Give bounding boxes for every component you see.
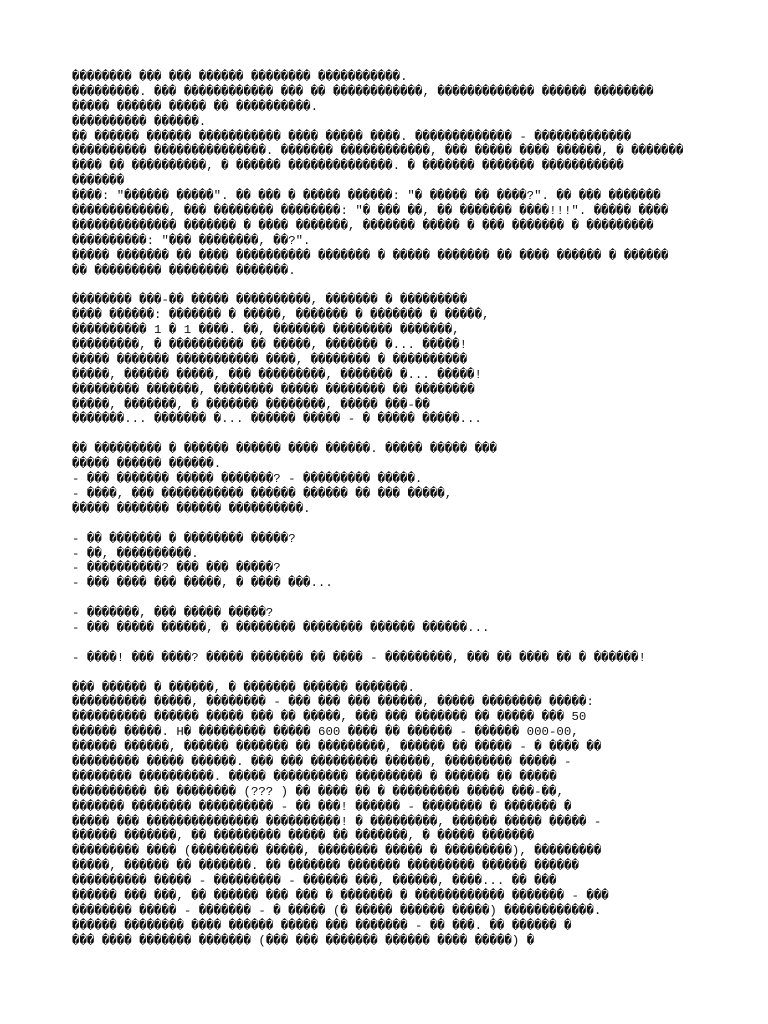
text-line: - ����, ��� ����������� ������ ������ �� ��� �����, [72, 486, 453, 501]
text-line: - ��, ����������. [72, 546, 199, 561]
text-line: �������� ��� ��� ������ �������� �����������. [72, 70, 408, 84]
document-page [72, 70, 712, 949]
paragraph [72, 606, 712, 636]
text-line: ��������� ���� (��������� �����, �������� ����� � ���������), ��������� [72, 844, 602, 859]
text-line: ���������� ������. [72, 114, 207, 129]
text-line: ���������, � ���������� �� �����, ������� �... �����! [72, 338, 468, 353]
paragraph-gap [72, 666, 712, 681]
text-line: ������� �������� ���������� - �� ���! ������ - �������� � ������� � [72, 799, 572, 814]
text-line: - �� ������� � �������� �����? [72, 531, 296, 546]
text-line: �����, �������, � ������� ��������, ����� ���-�� [72, 397, 430, 412]
text-line: �������������, ��� �������� ��������: "� ��� ��, �� ������� ����!!!". ����� ���� [72, 204, 669, 219]
text-line: ���� ������: ������� � �����, ������� � ������� � �����, [72, 308, 490, 323]
text-line: ����� ������� �� ���� ���������� ������� � ����� ������� �� ���� ������ � ������ [72, 248, 669, 263]
text-line: - ����������? ��� ��� �����? [72, 561, 281, 576]
text-line: ��������� �������, �������� ����� �������� �� �������� [72, 382, 475, 397]
text-line: ��� ������ � ������, � ������� ������ �������. [72, 680, 415, 695]
text-line: ���������. ��� ������������ ��� �� ������������, ������������� ������ �������� [72, 84, 654, 99]
text-line: �������� ����� - ������� - � ����� (� ����� ������ �����) ������������. [72, 903, 602, 918]
text-line: ����� ������� ����������� ����, �������� � ���������� [72, 352, 468, 367]
text-line: ������ �������� ���� ������ ����� ��� ������� - �� ���. �� ������ � [72, 918, 572, 933]
text-line: �������������� ������� � ���� �������, ������� ����� � ��� ������� � ��������� [72, 218, 654, 233]
text-line: ���������� ����� - ��������� - ������ ���, ������, ����... �� ��� [72, 874, 557, 889]
text-line: �������� ����������. ����� ���������� ��������� � ������ �� ����� [72, 769, 557, 784]
text-line: ���������� �� �������� (??? ) �� ���� �� � ��������� ����� ���-��, [72, 784, 564, 799]
text-line: ����������: "��� ��������, ��?". [72, 233, 311, 248]
paragraph [72, 70, 712, 278]
paragraph-gap [72, 636, 712, 651]
paragraph-gap [72, 278, 712, 293]
text-line: �������� ���-�� ����� ����������, ������� � ��������� [72, 293, 468, 308]
text-line: �����, ������ �� �������. �� ������� ������� ��������� ������ ������ [72, 859, 579, 874]
text-line: - ��� ������� ����� �������? - ��������� �����. [72, 472, 423, 487]
text-line: ��������� ����� ������. ��� ��� ��������� ������, ��������� ����� - [72, 754, 572, 769]
text-line: ���������� 1 � 1 ����. ��, ������� �������� �������, [72, 323, 460, 338]
text-line: ����: "������ �����". �� ��� � ����� ������: "� ����� �� ����?". �� ��� ������� [72, 189, 661, 204]
text-line: ����� ��� ��������������� ����������! � ���������, ������ ����� ����� - [72, 814, 602, 829]
paragraph-gap [72, 591, 712, 606]
text-line: ��� ���� ������� ������� (��� ��� ������� ������ ���� �����) � [72, 933, 535, 948]
text-line: - �������, ��� ����� �����? [72, 606, 274, 621]
paragraph-gap [72, 517, 712, 532]
text-line: ������ ������, ������ ������� �� ���������, ������ �� ����� - � ���� �� [72, 740, 602, 755]
text-line: - ��� ���� ��� �����, � ���� ���... [72, 576, 333, 591]
paragraph [72, 442, 712, 516]
paragraph [72, 651, 712, 666]
text-line: �� ��������� � ������ ������ ���� ������. ����� ����� ��� [72, 442, 497, 457]
text-line: ������� [72, 174, 125, 189]
text-line: ���������� �����, �������� - ��� ��� ��� ������, ����� �������� �����: [72, 695, 594, 710]
text-line: ���������� ������ ����� ��� �� �����, ��� ��� ������� �� ����� ��� 50 [72, 710, 587, 725]
text-line: �����, ������ �����, ��� ���������, ������� �... �����! [72, 367, 482, 382]
text-line: ����� ������ ����� �� ����������. [72, 99, 319, 114]
text-line: �� ��������� �������� �������. [72, 263, 296, 278]
text-line: - ����! ��� ����? ����� ������� �� ���� - ���������, ��� �� ���� �� � ������! [72, 650, 646, 665]
text-line: ���� �� ����������, � ������ ��������������. � ������� ������� ����������� [72, 159, 624, 174]
text-line: ������ ��� ���, �� ������ ��� ��� � ������� � ������������ ������� - ��� [72, 888, 609, 903]
text-line: �������... ������� �... ������ ����� - � ����� �����... [72, 412, 482, 427]
text-line: - ��� ����� ������, � �������� �������� ������ ������... [72, 620, 490, 635]
paragraph [72, 681, 712, 949]
paragraph [72, 293, 712, 427]
text-line: ������ �����. Н� ��������� ����� 600 ���� �� ������ - ������ 000-00, [72, 725, 579, 740]
text-line: ����� ������� ������ ����������. [72, 501, 311, 516]
text-line: ������ �������, �� ��������� ����� �� �������, � ����� ������� [72, 829, 535, 844]
paragraph-gap [72, 427, 712, 442]
text-line: ���������� ���������������. ������� ������������, ��� ����� ���� ������, � ������� [72, 144, 684, 159]
paragraph [72, 532, 712, 592]
text-line: ����� ������ ������. [72, 457, 222, 472]
text-line: �� ������ ������ ����������� ���� ����� ����. ������������� - ������������� [72, 129, 632, 144]
